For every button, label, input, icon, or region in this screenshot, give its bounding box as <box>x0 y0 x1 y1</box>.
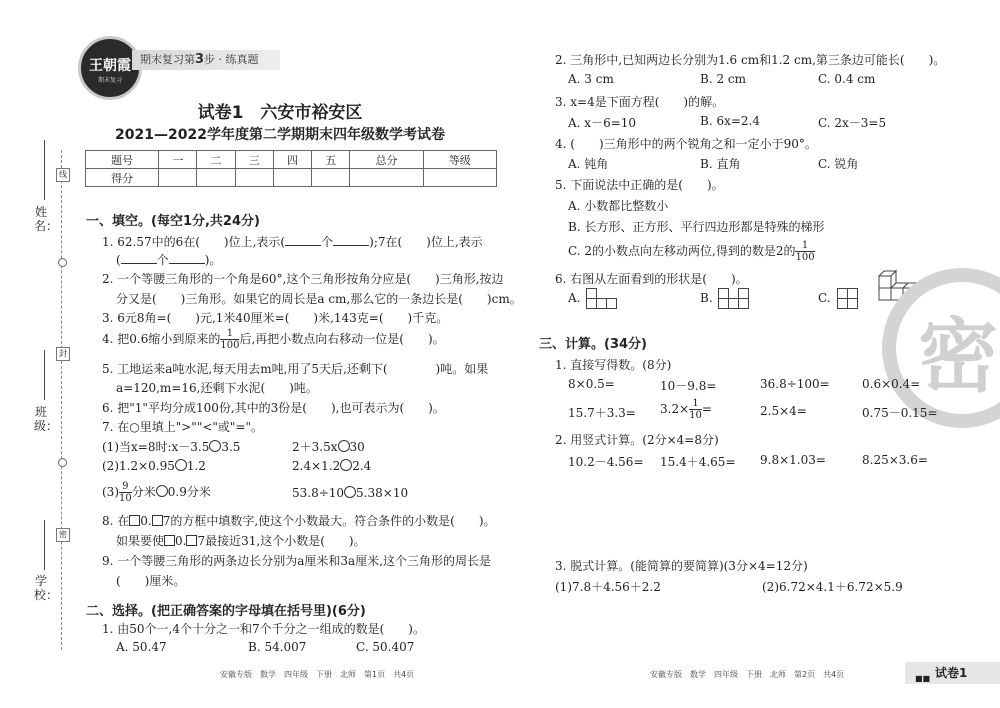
question-2-2: 2. 三角形中,已知两边长分别为1.6 cm和1.2 cm,第三条边可能长( )。 <box>555 53 946 67</box>
option-b[interactable]: B. <box>700 291 713 305</box>
calc-part-2: 2. 用竖式计算。(2分×4=8分) <box>555 433 719 447</box>
digit-box[interactable] <box>152 515 163 526</box>
option-c[interactable]: C. 0.4 cm <box>818 72 876 86</box>
answer-blank[interactable] <box>121 263 157 264</box>
calc-item: 15.7＋3.3= <box>568 406 636 420</box>
section2-title: 二、选择。(把正确答案的字母填在括号里)(6分) <box>86 604 366 619</box>
fraction: $\frac{1}{100}$ <box>795 240 815 263</box>
option-c[interactable]: C. <box>818 291 831 305</box>
calc-item: 0.6×0.4= <box>862 377 921 391</box>
question-2-3: 3. x=4是下面方程( )的解。 <box>555 95 725 109</box>
option-c[interactable]: C. 锐角 <box>818 157 859 171</box>
confidential-stamp: 密 <box>882 268 1000 428</box>
option-a[interactable]: A. 3 cm <box>568 72 614 86</box>
class-line <box>44 350 45 400</box>
compare-circle[interactable] <box>340 459 352 471</box>
question-1-1: 1. 62.57中的6在( )位上,表示( 个 );7在( )位上,表示 <box>102 235 483 249</box>
compare-circle[interactable] <box>209 440 221 452</box>
option-b[interactable]: B. 6x=2.4 <box>700 114 760 128</box>
calc-item: (1)7.8＋4.56＋2.2 <box>555 580 661 594</box>
question-1-7-2: (2)1.2×0.95 1.2 <box>102 459 206 473</box>
answer-blank[interactable] <box>333 245 369 246</box>
question-1-2-cont: 分又是( )三角形。如果它的周长是a cm,那么它的一条边长是( )cm。 <box>116 292 522 306</box>
option-c[interactable]: C. 2x－3=5 <box>818 116 887 130</box>
paper-title: 试卷1 六安市裕安区 <box>197 103 363 123</box>
question-1-4: 4. 把0.6缩小到原来的 $\frac{1}{100}$ 后,再把小数点向右移动一位是( )。 <box>102 328 445 351</box>
calc-item: 0.75－0.15= <box>862 406 938 420</box>
question-1-5-cont: a=120,m=16,还剩下水泥( )吨。 <box>116 381 318 395</box>
score-table <box>85 150 497 187</box>
digit-box[interactable] <box>186 535 197 546</box>
calc-item: 9.8×1.03= <box>760 453 826 467</box>
option-b[interactable]: B. 长方形、正方形、平行四边形都是特殊的梯形 <box>568 220 825 234</box>
question-2-5: 5. 下面说法中正确的是( )。 <box>555 178 724 192</box>
digit-box[interactable] <box>164 535 175 546</box>
question-1-8: 8. 在 0. 7的方框中填数字,使这个小数最大。符合条件的小数是( )。 <box>102 514 496 528</box>
seal-mark-mi: 密 <box>56 528 70 542</box>
fraction: $\frac{1}{10}$ <box>689 398 702 421</box>
name-line <box>44 140 45 200</box>
calc-item: 8.25×3.6= <box>862 453 928 467</box>
score-cell[interactable] <box>350 169 423 187</box>
shape-option-c <box>837 288 861 312</box>
brand-logo: 王朝霞 期末复习 <box>78 36 142 100</box>
seal-mark-feng: 封 <box>56 347 70 361</box>
score-cell[interactable] <box>159 169 197 187</box>
class-label: 班级： <box>34 405 59 433</box>
footer-right: 安徽专版 数学 四年级 下册 北师 第2页 共4页 <box>650 670 845 679</box>
score-cell[interactable] <box>197 169 235 187</box>
question-1-2: 2. 一个等腰三角形的一个角是60°,这个三角形按角分应是( )三角形,按边 <box>102 272 504 286</box>
question-1-9-cont: ( )厘米。 <box>116 574 186 588</box>
review-banner: 期末复习第3步 · 练真题 <box>132 50 280 70</box>
name-label: 姓名： <box>34 205 59 233</box>
option-b[interactable]: B. 54.007 <box>248 640 307 654</box>
option-a[interactable]: A. x－6=10 <box>568 116 637 130</box>
option-a[interactable]: A. 钝角 <box>568 157 609 171</box>
option-a[interactable]: A. <box>568 291 581 305</box>
calc-item: (2)6.72×4.1＋6.72×5.9 <box>762 580 903 594</box>
paper-subtitle: 2021—2022学年度第二学期期末四年级数学考试卷 <box>115 127 445 143</box>
question-1-7-1: (1)当x=8时:x－3.5 3.5 <box>102 440 241 454</box>
calc-part-1: 1. 直接写得数。(8分) <box>555 358 672 372</box>
question-1-7-2b: 2.4×1.2 2.4 <box>292 459 372 473</box>
shape-option-b <box>718 288 758 312</box>
question-1-7: 7. 在○里填上">""<"或"="。 <box>102 420 264 434</box>
score-cell[interactable] <box>273 169 311 187</box>
paper-badge: ■■ 试卷1 <box>905 662 1000 684</box>
digit-box[interactable] <box>129 515 140 526</box>
shape-option-a <box>586 288 626 312</box>
compare-circle[interactable] <box>156 485 168 497</box>
question-1-8-cont: 如果要使 0. 7最接近31,这个小数是( )。 <box>116 534 366 548</box>
binding-hole <box>58 458 67 467</box>
score-cell[interactable] <box>235 169 273 187</box>
calc-item: 10－9.8= <box>660 379 717 393</box>
score-cell[interactable] <box>312 169 350 187</box>
answer-blank[interactable] <box>169 263 205 264</box>
option-b[interactable]: B. 直角 <box>700 157 741 171</box>
option-c[interactable]: C. 2的小数点向左移动两位,得到的数是2的 $\frac{1}{100}$ <box>568 240 815 263</box>
compare-circle[interactable] <box>338 440 350 452</box>
fraction: $\frac{1}{100}$ <box>220 328 240 351</box>
question-1-3: 3. 6元8角=( )元,1米40厘米=( )米,143克=( )千克。 <box>102 311 449 325</box>
compare-circle[interactable] <box>344 486 356 498</box>
section1-title: 一、填空。(每空1分,共24分) <box>86 214 260 229</box>
question-1-9: 9. 一个等腰三角形的两条边长分别为a厘米和3a厘米,这个三角形的周长是 <box>102 554 492 568</box>
fold-line <box>61 150 62 650</box>
calc-item: 10.2－4.56= <box>568 455 644 469</box>
calc-part-3: 3. 脱式计算。(能简算的要简算)(3分×4=12分) <box>555 559 808 573</box>
score-cell[interactable] <box>423 169 496 187</box>
calc-item: 36.8÷100= <box>760 377 830 391</box>
score-table-score-row: 得分 <box>86 169 497 187</box>
question-1-1-cont: ( 个 )。 <box>116 253 222 267</box>
fraction: $\frac{9}{10}$ <box>119 481 132 504</box>
question-1-7-3: (3) $\frac{9}{10}$ 分米 0.9分米 <box>102 481 211 504</box>
question-1-7-1b: 2＋3.5x 30 <box>292 440 365 454</box>
question-2-6: 6. 右图从左面看到的形状是( )。 <box>555 272 748 286</box>
calc-item: 8×0.5= <box>568 377 615 391</box>
compare-circle[interactable] <box>175 459 187 471</box>
calc-item: 15.4＋4.65= <box>660 455 736 469</box>
footer-left: 安徽专版 数学 四年级 下册 北师 第1页 共4页 <box>220 670 415 679</box>
question-1-6: 6. 把"1"平均分成100份,其中的3份是( ),也可表示为( )。 <box>102 401 445 415</box>
school-label: 学校： <box>34 574 59 602</box>
section3-title: 三、计算。(34分) <box>539 337 647 352</box>
grid-icon: ■■ <box>915 674 931 683</box>
calc-item: 2.5×4= <box>760 404 807 418</box>
calc-item: 3.2× $\frac{1}{10}$ = <box>660 398 712 421</box>
option-a[interactable]: A. 50.47 <box>116 640 167 654</box>
option-c[interactable]: C. 50.407 <box>356 640 415 654</box>
score-table-header-row: 题号 一 二 三 四 五 总分 等级 <box>86 151 497 169</box>
school-line <box>44 520 45 570</box>
question-1-5: 5. 工地运来a吨水泥,每天用去m吨,用了5天后,还剩下( )吨。如果 <box>102 362 489 376</box>
seal-mark-line: 线 <box>56 168 70 182</box>
option-a[interactable]: A. 小数都比整数小 <box>568 199 669 213</box>
answer-blank[interactable] <box>285 245 321 246</box>
question-1-7-3b: 53.8÷10 5.38×10 <box>292 486 409 500</box>
binding-hole <box>58 258 67 267</box>
question-2-4: 4. ( )三角形中的两个锐角之和一定小于90°。 <box>555 137 817 151</box>
option-b[interactable]: B. 2 cm <box>700 72 746 86</box>
question-2-1: 1. 由50个一,4个十分之一和7个千分之一组成的数是( )。 <box>102 622 425 636</box>
